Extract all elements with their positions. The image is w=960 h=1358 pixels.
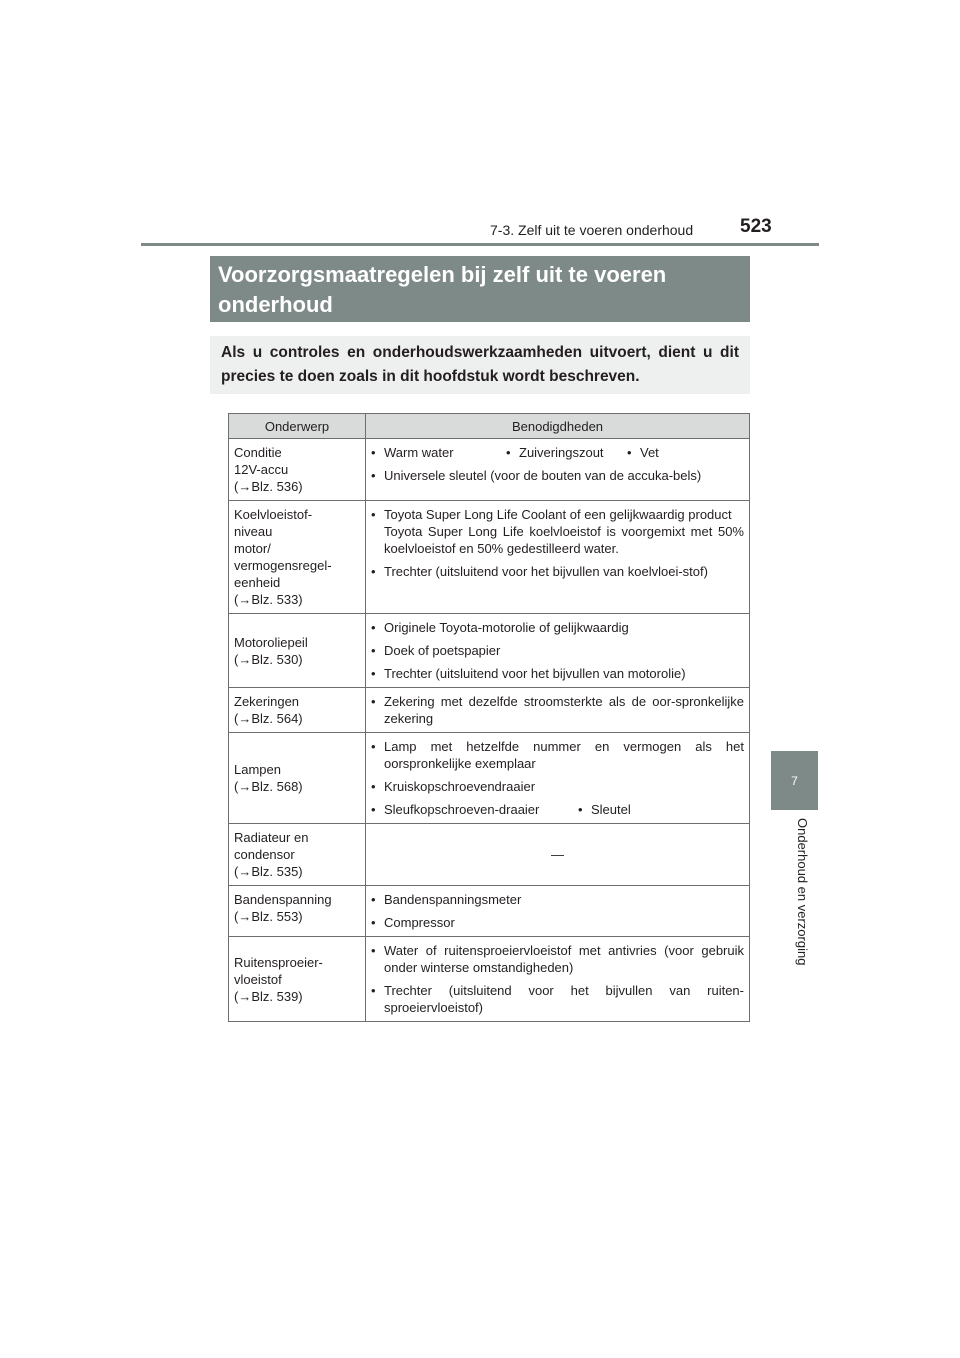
subject-line: (→Blz. 564) bbox=[234, 711, 303, 726]
column-header-supplies: Benodigdheden bbox=[366, 414, 750, 439]
list-item bbox=[371, 506, 744, 557]
inline-items bbox=[371, 801, 744, 818]
list-item: • Zuiveringszout bbox=[506, 444, 627, 461]
subject-cell bbox=[229, 824, 366, 886]
subject-line: (→Blz. 533) bbox=[234, 592, 303, 607]
header-divider bbox=[141, 243, 819, 246]
supplies-cell bbox=[366, 937, 750, 1022]
subject-line: Radiateur en bbox=[234, 830, 309, 845]
list-item: • Trechter (uitsluitend voor het bijvullen van motorolie) bbox=[371, 665, 744, 682]
subject-line: Conditie bbox=[234, 445, 282, 460]
supplies-list bbox=[371, 693, 744, 727]
subject-cell bbox=[229, 886, 366, 937]
list-item: • Vet bbox=[627, 444, 659, 461]
list-item: • Kruiskopschroevendraaier bbox=[371, 778, 744, 795]
table-row bbox=[229, 614, 750, 688]
subject-line: (→Blz. 530) bbox=[234, 651, 303, 667]
page-number: 523 bbox=[740, 216, 772, 237]
table-row bbox=[229, 937, 750, 1022]
column-header-subject: Onderwerp bbox=[229, 414, 366, 439]
inline-items bbox=[371, 444, 744, 461]
table-row bbox=[229, 733, 750, 824]
table-row bbox=[229, 886, 750, 937]
subject-line: (→Blz. 535) bbox=[234, 864, 303, 879]
list-item: • Universele sleutel (voor de bouten van de accuka-bels) bbox=[371, 467, 744, 484]
list-item: • Sleutel bbox=[578, 801, 631, 818]
supplies-cell: — bbox=[366, 824, 750, 886]
supplies-cell bbox=[366, 614, 750, 688]
list-item: • Compressor bbox=[371, 914, 744, 931]
table-row bbox=[229, 439, 750, 501]
subject-line: Ruitensproeier- bbox=[234, 954, 323, 970]
list-item: • Bandenspanningsmeter bbox=[371, 891, 744, 908]
supplies-cell bbox=[366, 688, 750, 733]
supplies-cell bbox=[366, 501, 750, 614]
maintenance-table bbox=[228, 413, 750, 1022]
list-item: • Sleufkopschroeven-draaier bbox=[371, 801, 544, 818]
list-item: • Lamp met hetzelfde nummer en vermogen als het oorspronkelijke exemplaar bbox=[371, 738, 744, 772]
subject-cell bbox=[229, 688, 366, 733]
list-item: • Trechter (uitsluitend voor het bijvullen van ruiten-sproeiervloeistof) bbox=[371, 982, 744, 1016]
subject-line: eenheid bbox=[234, 575, 281, 590]
list-item: • Originele Toyota-motorolie of gelijkwaardig bbox=[371, 619, 744, 636]
supplies-list bbox=[371, 506, 744, 580]
subject-line: motor/ bbox=[234, 541, 271, 556]
subject-line: (→Blz. 539) bbox=[234, 988, 303, 1004]
intro-text: Als u controles en onderhoudswerkzaamheden uitvoert, dient u dit precies te doen zoals in dit hoofdstuk wordt beschreven. bbox=[210, 336, 750, 394]
supplies-list bbox=[371, 891, 744, 931]
subject-line: vloeistof bbox=[234, 971, 282, 987]
list-item: • Water of ruitensproeiervloeistof met antivries (voor gebruik onder winterse omstandigheden) bbox=[371, 942, 744, 976]
supplies-cell bbox=[366, 733, 750, 824]
subject-line: niveau bbox=[234, 524, 273, 539]
table-header-row bbox=[229, 414, 750, 439]
subject-line: 12V-accu bbox=[234, 462, 289, 477]
subject-cell bbox=[229, 439, 366, 501]
page-title: Voorzorgsmaatregelen bij zelf uit te voeren onderhoud bbox=[210, 256, 750, 322]
subject-cell bbox=[229, 937, 366, 1022]
chapter-tab: 7 bbox=[771, 751, 818, 810]
subject-line: Lampen bbox=[234, 762, 281, 777]
list-item: • Warm water bbox=[371, 444, 506, 461]
subject-cell bbox=[229, 614, 366, 688]
chapter-tab-label: Onderhoud en verzorging bbox=[795, 818, 810, 966]
table-row bbox=[229, 824, 750, 886]
supplies-list bbox=[371, 467, 744, 484]
subject-line: (→Blz. 553) bbox=[234, 909, 303, 924]
subject-line: Koelvloeistof- bbox=[234, 507, 313, 522]
list-item: • Zekering met dezelfde stroomsterkte als de oor-spronkelijke zekering bbox=[371, 693, 744, 727]
subject-cell bbox=[229, 733, 366, 824]
section-title: 7-3. Zelf uit te voeren onderhoud bbox=[490, 222, 694, 238]
subject-cell bbox=[229, 501, 366, 614]
list-item: • Trechter (uitsluitend voor het bijvullen van koelvloei-stof) bbox=[371, 563, 744, 580]
subject-line: condensor bbox=[234, 847, 295, 862]
supplies-cell bbox=[366, 439, 750, 501]
supplies-list bbox=[371, 619, 744, 682]
subject-line: (→Blz. 536) bbox=[234, 479, 303, 494]
supplies-cell bbox=[366, 886, 750, 937]
subject-line: Motoroliepeil bbox=[234, 634, 308, 650]
subject-line: Zekeringen bbox=[234, 694, 300, 709]
table-row bbox=[229, 688, 750, 733]
subject-line: (→Blz. 568) bbox=[234, 779, 303, 794]
table-row bbox=[229, 501, 750, 614]
list-item-text: Toyota Super Long Life Coolant of een gelijkwaardig product bbox=[384, 507, 732, 522]
list-item-note: Toyota Super Long Life koelvloeistof is voorgemixt met 50% koelvloeistof en 50% gedestilleerd water. bbox=[384, 524, 744, 556]
supplies-list bbox=[371, 738, 744, 795]
list-item: • Doek of poetspapier bbox=[371, 642, 744, 659]
subject-line: vermogensregel- bbox=[234, 558, 332, 573]
subject-line: Bandenspanning bbox=[234, 892, 332, 907]
supplies-list bbox=[371, 942, 744, 1016]
